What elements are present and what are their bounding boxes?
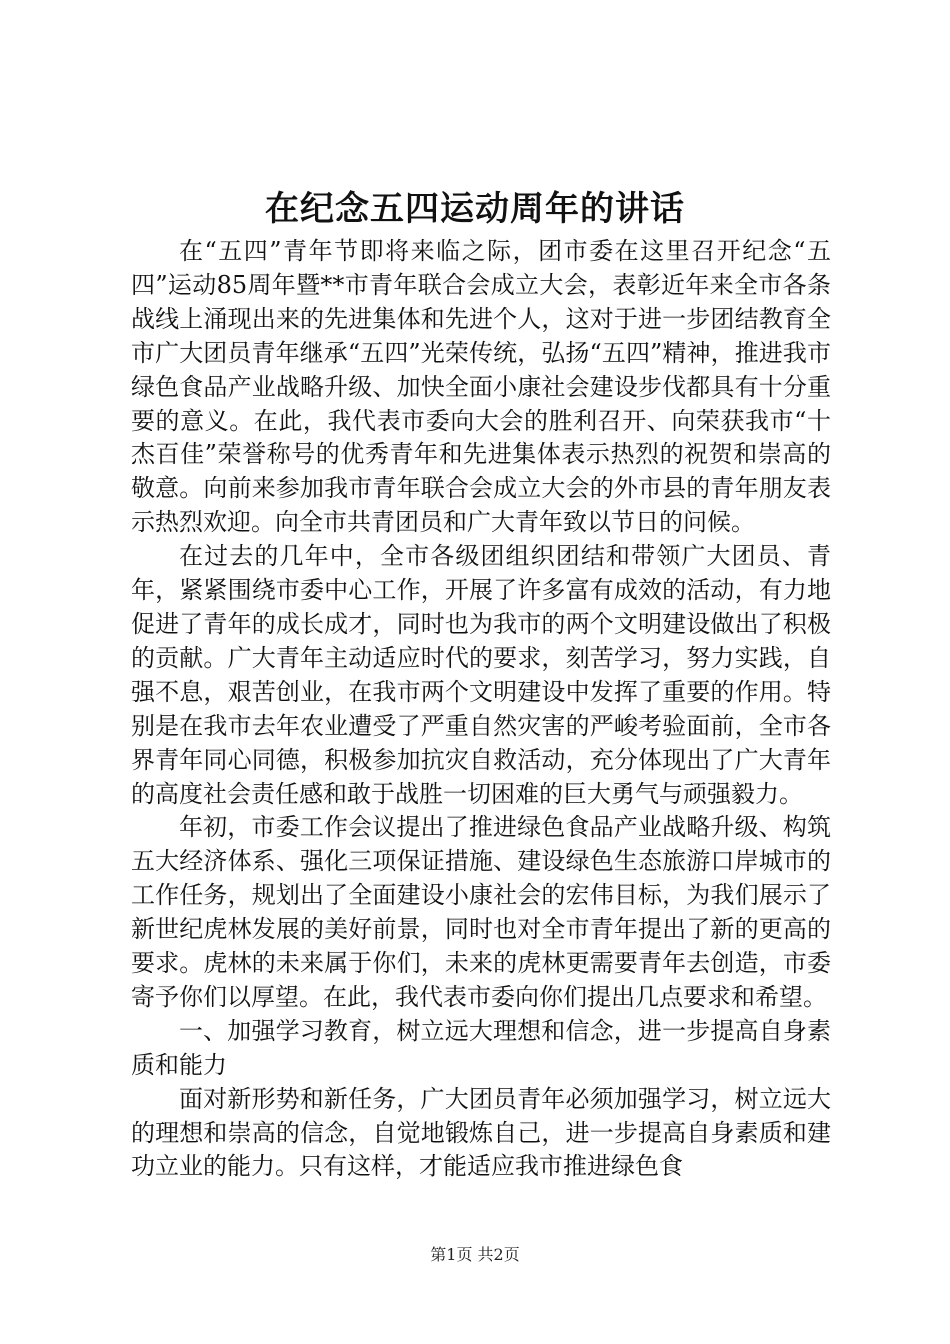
paragraph-intro: 在“五四”青年节即将来临之际，团市委在这里召开纪念“五四”运动85周年暨**市青年联合会成立大会，表彰近年来全市各条战线上涌现出来的先进集体和先进个人，这对于进一步团结教育全市广大团员青年继承“五四”光荣传统，弘扬“五四”精神，推进我市绿色食品产业战略升级、加快全面小康社会建设步伐都具有十分重要的意义。在此，我代表市委向大会的胜利召开、向荣获我市“十杰百佳”荣誉称号的优秀青年和先进集体表示热烈的祝贺和崇高的敬意。向前来参加我市青年联合会成立大会的外市县的青年朋友表示热烈欢迎。向全市共青团员和广大青年致以节日的问候。 <box>131 237 831 537</box>
paragraph-past-years: 在过去的几年中，全市各级团组织团结和带领广大团员、青年，紧紧围绕市委中心工作，开展了许多富有成效的活动，有力地促进了青年的成长成才，同时也为我市的两个文明建设做出了积极的贡献。广大青年主动适应时代的要求，刻苦学习，努力实践，自强不息，艰苦创业，在我市两个文明建设中发挥了重要的作用。特别是在我市去年农业遭受了严重自然灾害的严峻考验面前，全市各界青年同心同德，积极参加抗灾自救活动，充分体现出了广大青年的高度社会责任感和敢于战胜一切困难的巨大勇气与顽强毅力。 <box>131 542 831 808</box>
page-footer: 第1页 共2页 <box>430 1245 520 1264</box>
document-title: 在纪念五四运动周年的讲话 <box>265 189 685 229</box>
paragraph-new-year-tasks: 年初，市委工作会议提出了推进绿色食品产业战略升级、构筑五大经济体系、强化三项保证措施、建设绿色生态旅游口岸城市的工作任务，规划出了全面建设小康社会的宏伟目标，为我们展示了新世纪虎林发展的美好前景，同时也对全市青年提出了新的更高的要求。虎林的未来属于你们，未来的虎林更需要青年去创造，市委寄予你们以厚望。在此，我代表市委向你们提出几点要求和希望。 <box>131 813 831 1011</box>
section-heading-one: 一、加强学习教育，树立远大理想和信念，进一步提高自身素质和能力 <box>131 1016 831 1079</box>
document-body <box>131 235 831 1184</box>
paragraph-study-education: 面对新形势和新任务，广大团员青年必须加强学习，树立远大的理想和崇高的信念，自觉地锻炼自己，进一步提高自身素质和建功立业的能力。只有这样，才能适应我市推进绿色食 <box>131 1084 831 1181</box>
